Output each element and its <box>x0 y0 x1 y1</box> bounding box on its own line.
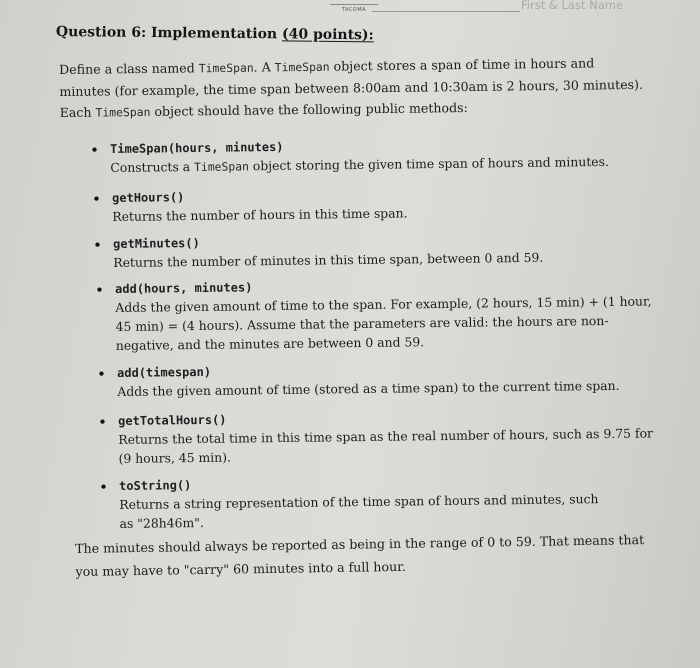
bullet-icon: • <box>95 281 105 300</box>
bullet-icon: • <box>97 365 107 384</box>
class-name-code: TimeSpan <box>193 159 250 174</box>
bullet-icon: • <box>93 236 103 255</box>
method-signature: getHours() <box>112 190 185 205</box>
method-description: Returns the number of hours in this time span. <box>112 205 408 224</box>
bullet-icon: • <box>98 413 108 432</box>
method-item <box>90 133 670 178</box>
method-item <box>95 273 676 355</box>
question-heading: Question 6: Implementation <box>55 24 278 43</box>
class-name-code: TimeSpan <box>274 59 330 75</box>
method-description: Constructs a TimeSpan object storing the given time span of hours and minutes. <box>110 153 609 175</box>
class-name-code: TimeSpan <box>95 104 151 120</box>
method-signature: getMinutes() <box>113 235 200 251</box>
name-field-label: First & Last Name <box>521 0 624 12</box>
method-item <box>93 228 673 272</box>
method-item <box>97 357 677 401</box>
method-item <box>99 470 680 533</box>
method-signature: add(hours, minutes) <box>115 280 253 296</box>
method-description: Adds the given amount of time (stored as a time span) to the current time span. <box>117 377 620 399</box>
method-signature: getTotalHours() <box>118 412 227 428</box>
intro-line-1: Define a class named TimeSpan. A TimeSpan object stores a span of time in hours and <box>59 55 595 77</box>
intro-line-3: Each TimeSpan object should have the following public methods: <box>59 100 468 120</box>
name-underline <box>372 11 520 12</box>
bullet-icon: • <box>92 190 102 209</box>
method-description: Returns the total time in this time span as the real number of hours, such as 9.75 for (9 hours, 45 min). <box>118 425 654 466</box>
class-name-code: TimeSpan <box>198 60 254 76</box>
method-item <box>92 182 672 226</box>
footer-line-2: you may have to "carry" 60 minutes into a full hour. <box>75 558 406 579</box>
university-logo: TACOMA <box>330 4 378 21</box>
footer-line-1: The minutes should always be reported as being in the range of 0 to 59. That means that <box>75 532 645 556</box>
method-signature: toString() <box>119 478 192 493</box>
question-points: (40 points): <box>281 26 374 44</box>
question-title <box>56 24 374 43</box>
intro-line-2: minutes (for example, the time span between 8:00am and 10:30am is 2 hours, 30 minutes). <box>59 76 644 99</box>
footer-paragraph <box>75 528 656 583</box>
method-signature: TimeSpan(hours, minutes) <box>110 139 284 156</box>
method-description: Returns a string representation of the time span of hours and minutes, such as "28h46m". <box>119 491 599 531</box>
method-signature: add(timespan) <box>117 364 212 380</box>
method-description: Returns the number of minutes in this time span, between 0 and 59. <box>113 249 544 270</box>
bullet-icon: • <box>99 478 109 497</box>
intro-paragraph <box>59 52 644 124</box>
method-description: Adds the given amount of time to the span. For example, (2 hours, 15 min) + (1 hour, 45 min) = (4 hours). Assume that the parameters are valid: the hours are non- negative, and the minutes are between 0 and 59. <box>115 293 652 353</box>
method-item <box>98 405 679 468</box>
bullet-icon: • <box>90 141 100 160</box>
